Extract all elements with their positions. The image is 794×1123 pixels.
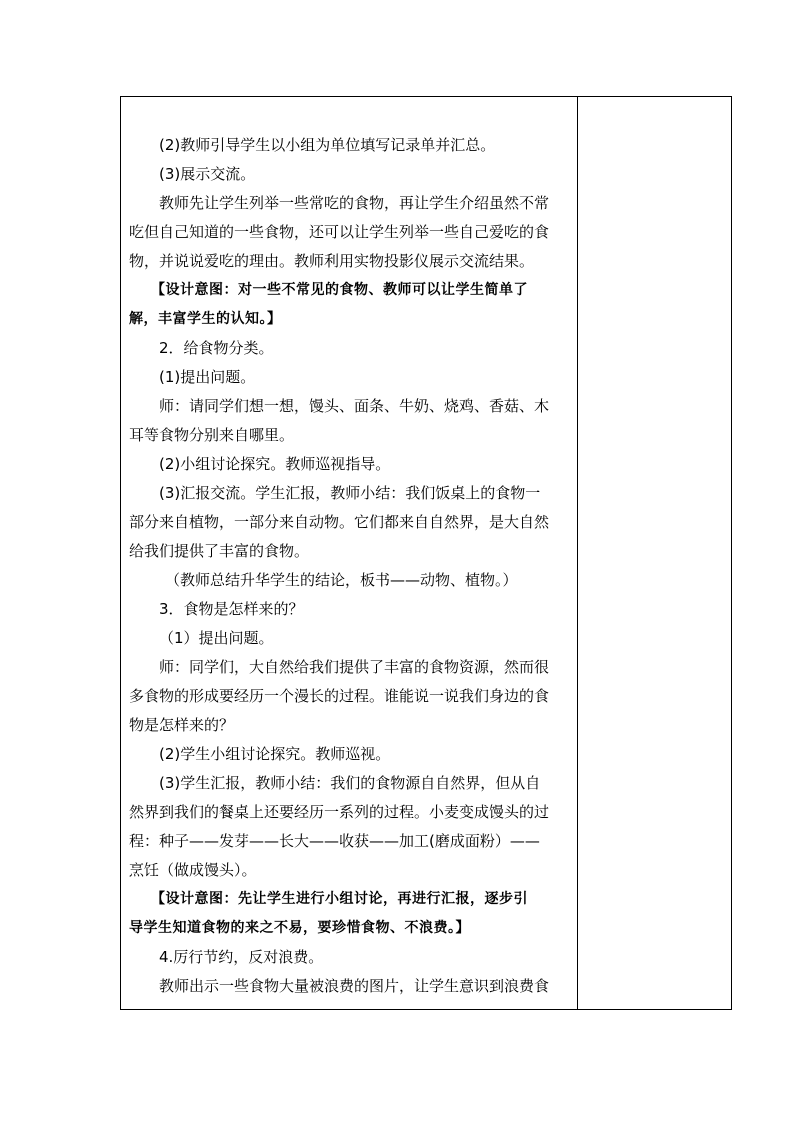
content-line: (3)汇报交流。学生汇报，教师小结：我们饭桌上的食物一 [159, 484, 541, 502]
content-line: 烹饪（做成馒头）。 [129, 861, 257, 879]
content-line: 3．食物是怎样来的？ [159, 600, 304, 618]
notes-column-cell [578, 97, 732, 1009]
content-line: 程：种子——发芽——长大——收获——加工(磨成面粉）—— [129, 832, 540, 850]
content-line: 4.厉行节约，反对浪费。 [159, 948, 324, 966]
design-intent-line: 【设计意图：对一些不常见的食物、教师可以让学生简单了 [151, 282, 528, 298]
content-line: (3)展示交流。 [159, 165, 256, 183]
content-line: 部分来自植物，一部分来自动物。它们都来自自然界，是大自然 [129, 513, 550, 531]
content-line: 然界到我们的餐桌上还要经历一系列的过程。小麦变成馒头的过 [129, 803, 550, 821]
content-line: （教师总结升华学生的结论，板书——动物、植物。） [165, 571, 518, 589]
content-line: (1)提出问题。 [159, 368, 256, 386]
content-line: 教师出示一些食物大量被浪费的图片，让学生意识到浪费食 [159, 977, 550, 995]
content-line: 吃但自己知道的一些食物，还可以让学生列举一些自己爱吃的食 [129, 223, 550, 241]
content-line: 教师先让学生列举一些常吃的食物，再让学生介绍虽然不常 [159, 194, 550, 212]
design-intent-line: 导学生知道食物的来之不易，要珍惜食物、不浪费。】 [129, 920, 470, 936]
content-line: (2)小组讨论探究。教师巡视指导。 [159, 455, 391, 473]
design-intent-line: 解，丰富学生的认知。】 [129, 311, 282, 327]
design-intent-line: 【设计意图：先让学生进行小组讨论，再进行汇报，逐步引 [151, 891, 528, 907]
content-line: (2)教师引导学生以小组为单位填写记录单并汇总。 [159, 136, 496, 154]
content-line: 耳等食物分别来自哪里。 [129, 426, 295, 444]
content-line: 物是怎样来的？ [129, 716, 235, 734]
content-line: (3)学生汇报，教师小结：我们的食物源自自然界，但从自 [159, 774, 541, 792]
content-line: (2)学生小组讨论探究。教师巡视。 [159, 745, 391, 763]
lesson-content-cell [121, 97, 577, 1009]
content-line: 物，并说说爱吃的理由。教师利用实物投影仪展示交流结果。 [129, 252, 535, 270]
content-line: （1）提出问题。 [159, 629, 274, 647]
content-line: 师：同学们，大自然给我们提供了丰富的食物资源，然而很 [159, 658, 550, 676]
content-line: 给我们提供了丰富的食物。 [129, 542, 310, 560]
lesson-table [120, 96, 732, 1010]
content-line: 师：请同学们想一想，馒头、面条、牛奶、烧鸡、香菇、木 [159, 397, 550, 415]
content-line: 多食物的形成要经历一个漫长的过程。谁能说一说我们身边的食 [129, 687, 550, 705]
content-line: 2．给食物分类。 [159, 339, 274, 357]
